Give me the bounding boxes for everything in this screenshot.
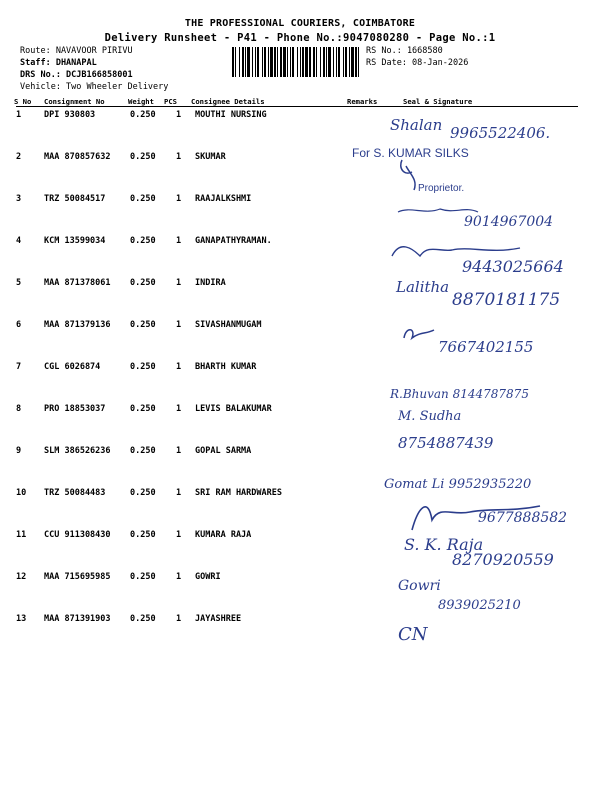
cell-consignee: MOUTHI NURSING bbox=[195, 110, 267, 120]
cell-weight: 0.250 bbox=[130, 488, 156, 498]
cell-consignment: DPI 930803 bbox=[44, 110, 96, 120]
col-remarks: Remarks bbox=[347, 97, 378, 106]
col-seal-signature: Seal & Signature bbox=[403, 97, 473, 106]
cell-consignee: JAYASHREE bbox=[195, 614, 242, 624]
cell-sno: 13 bbox=[16, 614, 27, 624]
barcode-bar bbox=[297, 47, 298, 77]
cell-consignee: GOPAL SARMA bbox=[195, 446, 252, 456]
rs-date: RS Date: 08-Jan-2026 bbox=[366, 58, 469, 68]
cell-consignment: MAA 871378061 bbox=[44, 278, 111, 288]
cell-consignment: MAA 715695985 bbox=[44, 572, 111, 582]
barcode-bar bbox=[358, 47, 359, 77]
signature-1-name: Shalan bbox=[390, 116, 443, 134]
barcode-bar bbox=[235, 47, 236, 77]
signature-6-phone: 7667402155 bbox=[438, 338, 534, 356]
cell-consignment: CGL 6026874 bbox=[44, 362, 101, 372]
cell-weight: 0.250 bbox=[130, 320, 156, 330]
barcode-bar bbox=[338, 47, 340, 77]
cell-consignee: GANAPATHYRAMAN. bbox=[195, 236, 272, 246]
cell-weight: 0.250 bbox=[130, 362, 156, 372]
barcode-bar bbox=[323, 47, 325, 77]
header-divider bbox=[16, 106, 578, 107]
cell-sno: 6 bbox=[16, 320, 22, 330]
signature-4-phone: 9443025664 bbox=[462, 257, 564, 276]
cell-weight: 0.250 bbox=[130, 194, 156, 204]
barcode-bar bbox=[333, 47, 334, 77]
cell-pcs: 1 bbox=[176, 488, 182, 498]
cell-consignee: SKUMAR bbox=[195, 152, 226, 162]
cell-consignment: TRZ 50084483 bbox=[44, 488, 106, 498]
cell-pcs: 1 bbox=[176, 110, 182, 120]
cell-sno: 4 bbox=[16, 236, 22, 246]
rs-number: RS No.: 1668580 bbox=[366, 46, 443, 56]
barcode-bar bbox=[257, 47, 259, 77]
barcode-bar bbox=[305, 47, 308, 77]
barcode-bar bbox=[290, 47, 291, 77]
signature-11-name: S. K. Raja bbox=[404, 535, 484, 554]
table-row bbox=[0, 530, 600, 570]
barcode-bar bbox=[349, 47, 350, 77]
cell-weight: 0.250 bbox=[130, 530, 156, 540]
cell-consignment: MAA 870857632 bbox=[44, 152, 111, 162]
barcode-bar bbox=[232, 47, 234, 77]
cell-pcs: 1 bbox=[176, 152, 182, 162]
table-row bbox=[0, 446, 600, 486]
cell-consignment: KCM 13599034 bbox=[44, 236, 106, 246]
cell-consignment: MAA 871379136 bbox=[44, 320, 111, 330]
cell-consignee: LEVIS BALAKUMAR bbox=[195, 404, 272, 414]
drs-number: DRS No.: DCJB166858001 bbox=[20, 70, 133, 80]
cell-consignee: KUMARA RAJA bbox=[195, 530, 252, 540]
col-consignee: Consignee Details bbox=[191, 97, 265, 106]
table-row bbox=[0, 614, 600, 654]
table-row bbox=[0, 404, 600, 444]
table-row bbox=[0, 362, 600, 402]
barcode-bar bbox=[336, 47, 337, 77]
signature-8-phone: 8754887439 bbox=[398, 434, 494, 452]
barcode-bar bbox=[262, 47, 263, 77]
barcode-bar bbox=[355, 47, 357, 77]
col-sno: S No bbox=[14, 97, 32, 106]
barcode-bar bbox=[274, 47, 276, 77]
barcode-bar bbox=[313, 47, 315, 77]
table-row bbox=[0, 278, 600, 318]
barcode-bar bbox=[326, 47, 327, 77]
cell-consignment: MAA 871391903 bbox=[44, 614, 111, 624]
table-row bbox=[0, 320, 600, 360]
barcode-bar bbox=[302, 47, 304, 77]
cell-consignment: PRO 18853037 bbox=[44, 404, 106, 414]
cell-pcs: 1 bbox=[176, 194, 182, 204]
barcode-bar bbox=[239, 47, 240, 77]
barcode-bar bbox=[309, 47, 311, 77]
signature-12-phone: 8939025210 bbox=[438, 598, 521, 613]
barcode-bar bbox=[328, 47, 331, 77]
cell-consignment: TRZ 50084517 bbox=[44, 194, 106, 204]
cell-weight: 0.250 bbox=[130, 446, 156, 456]
barcode-bar bbox=[300, 47, 301, 77]
cell-consignment: CCU 911308430 bbox=[44, 530, 111, 540]
cell-sno: 2 bbox=[16, 152, 22, 162]
cell-sno: 1 bbox=[16, 110, 22, 120]
signature-5-phone: 8870181175 bbox=[452, 290, 561, 310]
table-row bbox=[0, 152, 600, 192]
cell-weight: 0.250 bbox=[130, 236, 156, 246]
signature-5-name: Lalitha bbox=[396, 278, 450, 296]
cell-consignee: GOWRI bbox=[195, 572, 221, 582]
staff-label: Staff: DHANAPAL bbox=[20, 58, 97, 68]
signature-10-line: Gomat Li 9952935220 bbox=[384, 477, 532, 492]
cell-pcs: 1 bbox=[176, 530, 182, 540]
cell-sno: 3 bbox=[16, 194, 22, 204]
signature-11-phone: 9677888582 bbox=[478, 510, 568, 526]
cell-pcs: 1 bbox=[176, 572, 182, 582]
barcode-bar bbox=[247, 47, 250, 77]
cell-pcs: 1 bbox=[176, 614, 182, 624]
cell-pcs: 1 bbox=[176, 236, 182, 246]
cell-sno: 8 bbox=[16, 404, 22, 414]
barcode-bar bbox=[242, 47, 244, 77]
signature-1-phone: 9965522406. bbox=[450, 124, 551, 142]
barcode-bar bbox=[280, 47, 282, 77]
signature-8-name: M. Sudha bbox=[398, 409, 462, 424]
vehicle-label: Vehicle: Two Wheeler Delivery bbox=[20, 82, 169, 92]
cell-weight: 0.250 bbox=[130, 110, 156, 120]
barcode-bar bbox=[255, 47, 256, 77]
cell-weight: 0.250 bbox=[130, 614, 156, 624]
barcode-bar bbox=[283, 47, 286, 77]
barcode-bar bbox=[351, 47, 354, 77]
cell-consignee: BHARTH KUMAR bbox=[195, 362, 257, 372]
cell-weight: 0.250 bbox=[130, 572, 156, 582]
cell-consignee: INDIRA bbox=[195, 278, 226, 288]
barcode-bar bbox=[287, 47, 288, 77]
table-row bbox=[0, 488, 600, 528]
col-weight: Weight bbox=[128, 97, 154, 106]
cell-pcs: 1 bbox=[176, 446, 182, 456]
cell-weight: 0.250 bbox=[130, 152, 156, 162]
barcode-bar bbox=[277, 47, 278, 77]
cell-sno: 7 bbox=[16, 362, 22, 372]
col-consignment: Consignment No bbox=[44, 97, 105, 106]
cell-pcs: 1 bbox=[176, 404, 182, 414]
cell-sno: 10 bbox=[16, 488, 27, 498]
cell-weight: 0.250 bbox=[130, 404, 156, 414]
barcode-image bbox=[232, 47, 362, 77]
signature-12-name: Gowri bbox=[398, 578, 441, 594]
table-row bbox=[0, 236, 600, 276]
barcode-bar bbox=[345, 47, 347, 77]
signature-8-line1: R.Bhuvan 8144787875 bbox=[390, 387, 529, 401]
runsheet-subtitle: Delivery Runsheet - P41 - Phone No.:9047080280 - Page No.:1 bbox=[104, 32, 496, 44]
cell-pcs: 1 bbox=[176, 278, 182, 288]
stamp-company: For S. KUMAR SILKS bbox=[352, 146, 469, 160]
col-pcs: PCS bbox=[164, 97, 177, 106]
table-row bbox=[0, 110, 600, 150]
barcode-bar bbox=[252, 47, 253, 77]
cell-consignee: SIVASHANMUGAM bbox=[195, 320, 262, 330]
barcode-bar bbox=[320, 47, 321, 77]
signature-3-phone: 9014967004 bbox=[464, 214, 554, 230]
barcode-bar bbox=[264, 47, 266, 77]
cell-sno: 11 bbox=[16, 530, 27, 540]
table-row bbox=[0, 572, 600, 612]
signature-11-phone2: 8270920559 bbox=[452, 550, 554, 569]
cell-consignment: SLM 386526236 bbox=[44, 446, 111, 456]
cell-weight: 0.250 bbox=[130, 278, 156, 288]
barcode-bar bbox=[316, 47, 317, 77]
cell-sno: 5 bbox=[16, 278, 22, 288]
page-title: THE PROFESSIONAL COURIERS, COIMBATORE bbox=[184, 18, 416, 29]
cell-consignee: SRI RAM HARDWARES bbox=[195, 488, 282, 498]
cell-sno: 12 bbox=[16, 572, 27, 582]
barcode-bar bbox=[268, 47, 269, 77]
route-label: Route: NAVAVOOR PIRIVU bbox=[20, 46, 133, 56]
barcode-bar bbox=[270, 47, 273, 77]
stamp-proprietor: Proprietor. bbox=[418, 183, 465, 194]
table-row bbox=[0, 194, 600, 234]
barcode-bar bbox=[245, 47, 246, 77]
barcode-bar bbox=[292, 47, 294, 77]
cell-pcs: 1 bbox=[176, 320, 182, 330]
cell-sno: 9 bbox=[16, 446, 22, 456]
cell-consignee: RAAJALKSHMI bbox=[195, 194, 252, 204]
signature-13-initials: CN bbox=[398, 624, 428, 645]
barcode-bar bbox=[343, 47, 344, 77]
cell-pcs: 1 bbox=[176, 362, 182, 372]
